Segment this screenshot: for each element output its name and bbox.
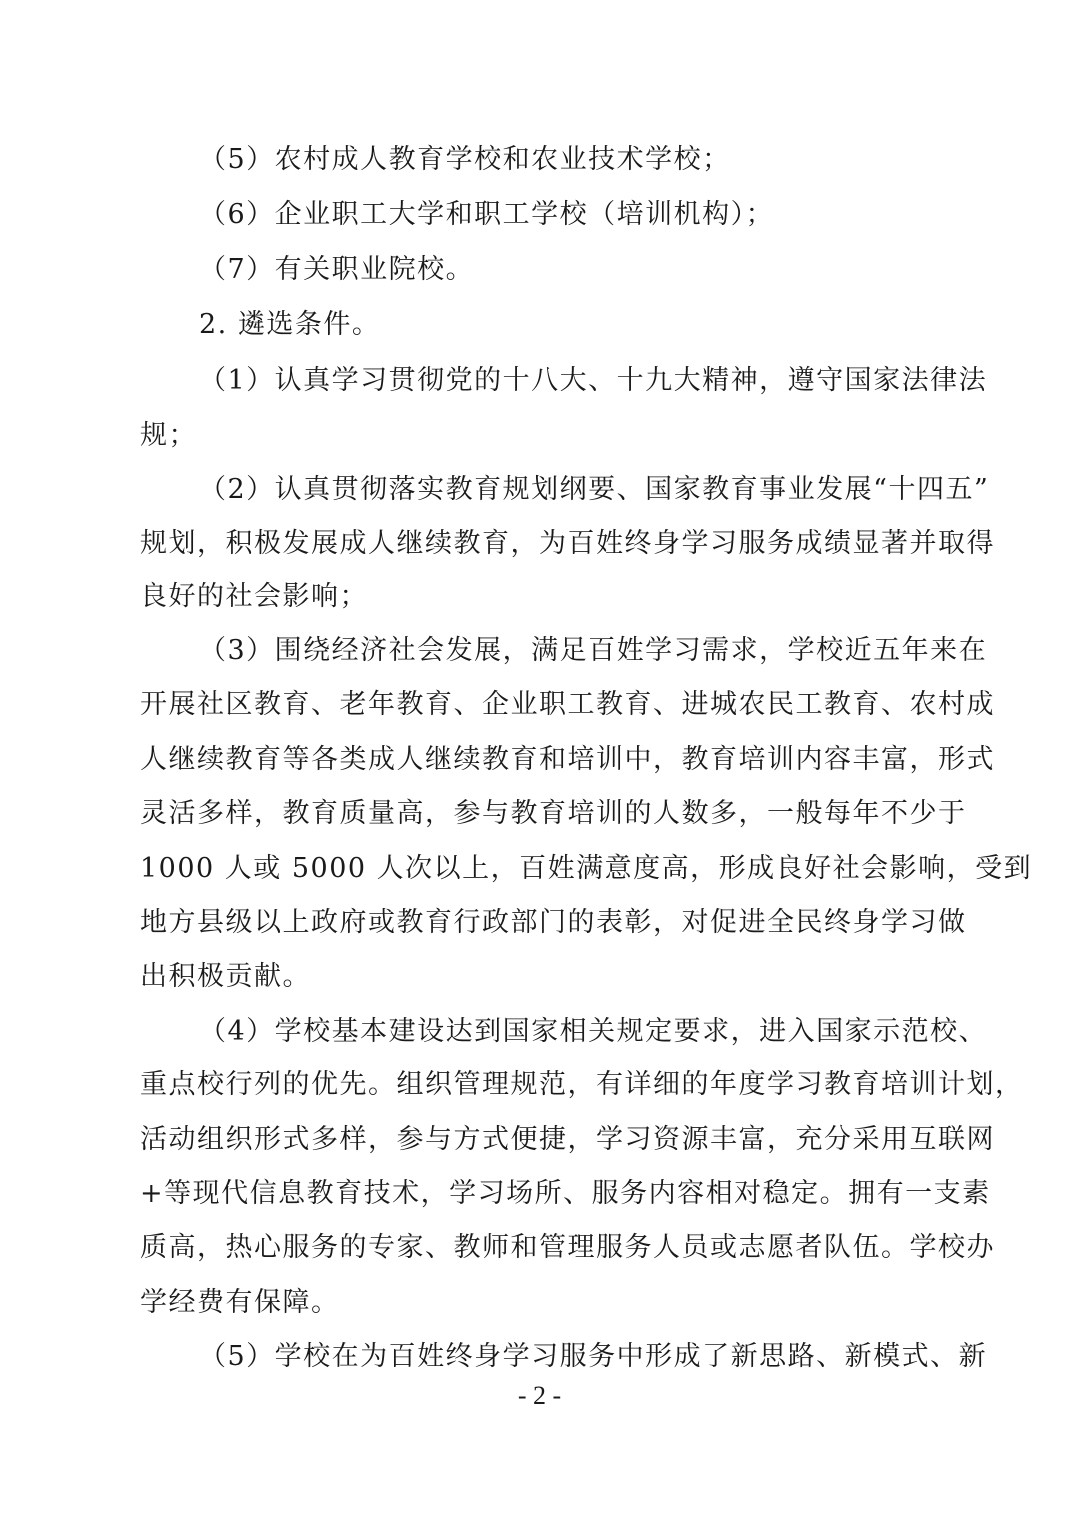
criterion-4-line-6: 学经费有保障。 <box>140 1287 340 1318</box>
criterion-3-line-4: 灵活多样，教育质量高，参与教育培训的人数多，一般每年不少于 <box>140 798 967 829</box>
criterion-3-line-1: （3）围绕经济社会发展，满足百姓学习需求，学校近五年来在 <box>199 635 988 666</box>
criterion-1-line-1: （1）认真学习贯彻党的十八大、十九大精神，遵守国家法律法 <box>199 365 988 396</box>
criterion-3-line-7: 出积极贡献。 <box>140 961 311 992</box>
criterion-3-line-2: 开展社区教育、老年教育、企业职工教育、进城农民工教育、农村成 <box>140 689 995 720</box>
criterion-3-line-5: 1000 人或 5000 人次以上，百姓满意度高，形成良好社会影响，受到 <box>140 853 1033 884</box>
criterion-2-line-1: （2）认真贯彻落实教育规划纲要、国家教育事业发展“十四五” <box>199 474 990 505</box>
criterion-2-line-2: 规划，积极发展成人继续教育，为百姓终身学习服务成绩显著并取得 <box>140 528 995 559</box>
criterion-4-line-4: +等现代信息教育技术，学习场所、服务内容相对稳定。拥有一支素 <box>140 1178 991 1209</box>
page-number: - 2 - <box>517 1381 562 1410</box>
criterion-3-line-3: 人继续教育等各类成人继续教育和培训中，教育培训内容丰富，形式 <box>140 744 995 775</box>
criterion-1-line-2: 规； <box>140 420 197 451</box>
section-heading-selection-criteria: 2. 遴选条件。 <box>199 309 381 340</box>
criterion-2-line-3: 良好的社会影响； <box>140 581 368 612</box>
list-item-6-enterprise-schools: （6）企业职工大学和职工学校（培训机构）； <box>199 199 775 230</box>
criterion-4-line-2: 重点校行列的优先。组织管理规范，有详细的年度学习教育培训计划， <box>140 1069 1024 1100</box>
criterion-4-line-1: （4）学校基本建设达到国家相关规定要求，进入国家示范校、 <box>199 1016 988 1047</box>
criterion-3-line-6: 地方县级以上政府或教育行政部门的表彰，对促进全民终身学习做 <box>140 907 967 938</box>
criterion-5-line-1: （5）学校在为百姓终身学习服务中形成了新思路、新模式、新 <box>199 1341 988 1372</box>
criterion-4-line-5: 质高，热心服务的专家、教师和管理服务人员或志愿者队伍。学校办 <box>140 1232 995 1263</box>
list-item-5-rural-schools: （5）农村成人教育学校和农业技术学校； <box>199 144 731 175</box>
criterion-4-line-3: 活动组织形式多样，参与方式便捷，学习资源丰富，充分采用互联网 <box>140 1124 995 1155</box>
list-item-7-vocational-colleges: （7）有关职业院校。 <box>199 254 475 285</box>
